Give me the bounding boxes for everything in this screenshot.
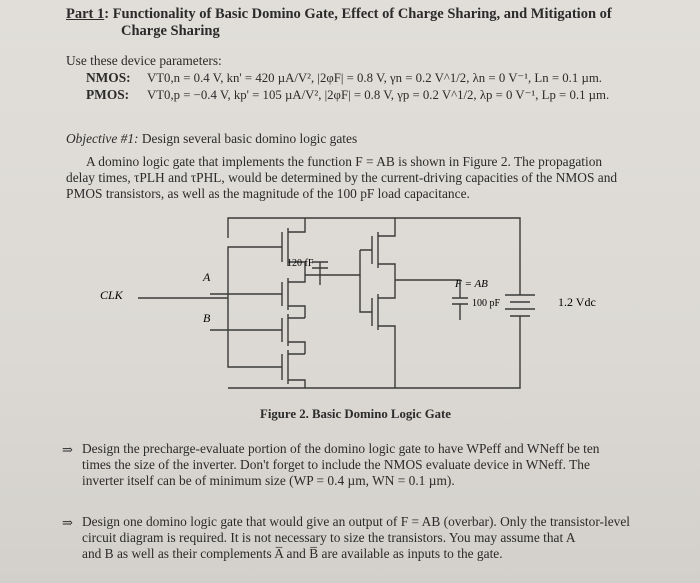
label-clk: CLK [100, 288, 123, 302]
params-intro: Use these device parameters: [66, 53, 222, 68]
figure-caption: Figure 2. Basic Domino Logic Gate [260, 407, 451, 421]
load-capacitor [452, 298, 468, 320]
nmos-b [282, 314, 305, 354]
label-b: B [203, 311, 211, 325]
label-supply: 1.2 Vdc [558, 295, 596, 309]
label-load: 100 pF [472, 298, 501, 309]
paragraph-line-3: PMOS transistors, as well as the magnitude of the 100 pF load capacitance. [66, 186, 470, 201]
nmos-params: VT0,n = 0.4 V, kn' = 420 µA/V², |2φF| = 0.8 V, γn = 0.2 V^1/2, λn = 0 V⁻¹, Ln = 0.1 µm. [147, 71, 602, 85]
arrow-icon: ⇒ [62, 515, 73, 530]
arrow-icon: ⇒ [62, 442, 73, 457]
title-line-1: : Functionality of Basic Domino Gate, Effect of Charge Sharing, and Mitigation of [104, 6, 612, 22]
bullet-2-line-3: and B as well as their complements A̅ and B̅ are available as inputs to the gate. [82, 546, 503, 561]
label-120ff: 120 fF [287, 258, 314, 269]
bullet-2-line-1: Design one domino logic gate that would give an output of F = AB (overbar). Only the transistor-level [82, 514, 631, 529]
objective-label: Objective #1: [66, 131, 139, 146]
label-a: A [203, 270, 211, 284]
wire-clk [138, 247, 282, 367]
inverter-gate [360, 250, 372, 312]
bullet-1-line-1: Design the precharge-evaluate portion of the domino logic gate to have WPeff and WNeff be ten [82, 441, 600, 456]
pmos-params: VT0,p = −0.4 V, kp' = 105 µA/V², |2φF| = 0.8 V, γp = 0.2 V^1/2, λp = 0 V⁻¹, Lp = 0.1 µm. [147, 88, 610, 102]
inverter-nmos [372, 280, 395, 388]
paragraph-line-2: delay times, τPLH and τPHL, would be determined by the current-driving capacities of the NMOS and [66, 170, 618, 185]
ground-rail [228, 335, 520, 388]
nmos-foot [282, 350, 305, 388]
internal-capacitor [312, 262, 328, 285]
paragraph-line-1: A domino logic gate that implements the function F = AB is shown in Figure 2. The propagation [86, 154, 603, 169]
objective-text: Design several basic domino logic gates [141, 131, 358, 146]
supply-source [505, 295, 535, 316]
part-label: Part 1 [66, 6, 105, 22]
output-node [395, 280, 460, 298]
bullet-1-line-2: times the size of the inverter. Don't forget to include the NMOS evaluate device in WNeff. The [82, 457, 590, 472]
bullet-1-line-3: inverter itself can be of minimum size (WP = 0.4 µm, WN = 0.1 µm). [82, 473, 455, 488]
pmos-label: PMOS: [86, 87, 130, 102]
label-output: F = AB [455, 278, 488, 290]
nmos-a [282, 275, 305, 318]
inverter-pmos [372, 218, 395, 280]
title-line-2: Charge Sharing [121, 23, 220, 39]
nmos-label: NMOS: [86, 70, 131, 85]
bullet-2-line-2: circuit diagram is required. It is not necessary to size the transistors. You may assume that A [82, 530, 576, 545]
